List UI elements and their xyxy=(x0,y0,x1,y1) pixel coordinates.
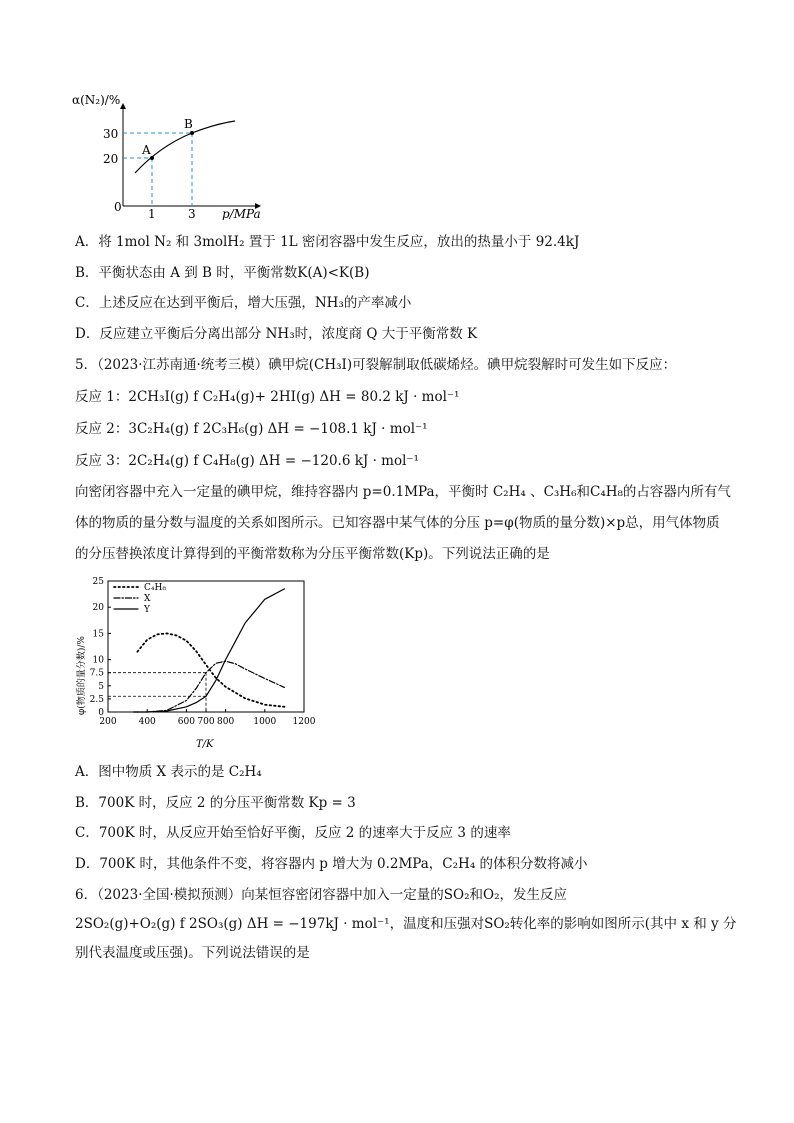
q5-reaction-1: 反应 1：2CH₃I(g) f C₂H₄(g)+ 2HI(g) ΔH = 80.2 kJ · mol⁻¹ xyxy=(75,389,460,405)
q4-option-b: B．平衡状态由 A 到 B 时，平衡常数K(A)<K(B) xyxy=(75,265,370,281)
q5-stem: 5．（2023·江苏南通·统考三模）碘甲烷(CH₃I)可裂解制取低碳烯烃。碘甲烷裂解时可发生如下反应： xyxy=(75,357,677,373)
chart2-xtick-label: 1200 xyxy=(292,717,316,727)
q5-option-a: A．图中物质 X 表示的是 C₂H₄ xyxy=(75,764,262,780)
chart2-series-line-2 xyxy=(134,589,285,712)
chart2-xtick-label: 200 xyxy=(99,717,117,727)
chart2-ytick-label: 7.5 xyxy=(89,668,104,679)
chart2-ytick-label: 25 xyxy=(92,577,104,587)
chart2-ytick-label: 15 xyxy=(92,629,104,640)
chart1-ytick-20: 20 xyxy=(103,152,119,166)
q5-paragraph-2: 体的物质的量分数与温度的关系如图所示。已知容器中某气体的分压 p=φ(物质的量分数)×p总，用气体物质 xyxy=(75,515,720,531)
chart2-ytick-label: 2.5 xyxy=(89,694,104,705)
chart1-ytick-30: 30 xyxy=(103,127,119,141)
chart2-ytick-label: 0 xyxy=(98,708,104,718)
chart1-origin: 0 xyxy=(114,200,122,214)
q6-tail: 别代表温度或压强)。下列说法错误的是 xyxy=(75,945,310,961)
q5-reaction-3: 反应 3：2C₂H₄(g) f C₄H₈(g) ΔH = −120.6 kJ · mol⁻¹ xyxy=(75,453,419,469)
chart1-xtick-3: 3 xyxy=(188,207,196,220)
q6-stem: 6．（2023·全国·模拟预测）向某恒容密闭容器中加入一定量的SO₂和O₂，发生反应 xyxy=(75,887,567,903)
chart2-plot-frame xyxy=(108,581,304,712)
chart1-label-b: B xyxy=(184,117,193,131)
q4-option-c: C．上述反应在达到平衡后，增大压强，NH₃的产率减小 xyxy=(75,295,412,311)
chart1-xlabel: p/MPa xyxy=(222,207,261,220)
q4-option-a: A．将 1mol N₂ 和 3molH₂ 置于 1L 密闭容器中发生反应，放出的热量小于 92.4kJ xyxy=(75,234,580,250)
chart2-xtick-label: 600 xyxy=(177,717,195,727)
q4-option-d: D．反应建立平衡后分离出部分 NH₃时，浓度商 Q 大于平衡常数 K xyxy=(75,326,478,342)
chart2-legend-label-1: X xyxy=(144,594,151,604)
chart2-xtick-label: 800 xyxy=(217,717,235,727)
chart2-legend-label-2: Y xyxy=(144,605,150,615)
chart2-legend-label-0: C₄H₈ xyxy=(144,583,166,593)
q6-equation: 2SO₂(g)+O₂(g) f 2SO₃(g) ΔH = −197kJ · mol⁻¹，温度和压强对SO₂转化率的影响如图所示(其中 x 和 y 分 xyxy=(75,916,737,932)
q5-reaction-2: 反应 2：3C₂H₄(g) f 2C₃H₆(g) ΔH = −108.1 kJ · mol⁻¹ xyxy=(75,421,428,437)
chart1-label-a: A xyxy=(142,143,151,157)
chart-alpha-n2-vs-p xyxy=(70,90,270,220)
chart2-series-line-0 xyxy=(137,633,284,706)
q5-option-c: C．700K 时，从反应开始至恰好平衡，反应 2 的速率大于反应 3 的速率 xyxy=(75,825,511,841)
q5-paragraph-3: 的分压替换浓度计算得到的平衡常数称为分压平衡常数(Kp)。下列说法正确的是 xyxy=(75,546,550,562)
q5-option-b: B．700K 时，反应 2 的分压平衡常数 Kp = 3 xyxy=(75,795,356,811)
q5-paragraph-1: 向密闭容器中充入一定量的碘甲烷，维持容器内 p=0.1MPa，平衡时 C₂H₄ 、C₃H₆和C₄H₈的占容器内所有气 xyxy=(75,484,731,500)
chart2-ytick-label: 5 xyxy=(98,681,104,692)
chart1-ylabel: α(N₂)/% xyxy=(72,93,121,107)
chart2-ytick-label: 20 xyxy=(92,603,104,614)
chart2-ylabel: φ(物质的量分数)/% xyxy=(77,636,87,715)
q5-option-d: D．700K 时，其他条件不变，将容器内 p 增大为 0.2MPa，C₂H₄ 的体积分数将减小 xyxy=(75,856,588,872)
chart-phi-vs-temperature xyxy=(72,575,332,755)
chart2-ytick-label: 10 xyxy=(92,655,104,666)
chart2-xtick-label: 400 xyxy=(138,717,156,727)
chart2-xtick-label: 700 xyxy=(197,717,215,727)
chart2-xtick-label: 1000 xyxy=(253,717,277,727)
chart1-xtick-1: 1 xyxy=(148,207,156,220)
chart2-xlabel: T/K xyxy=(196,739,214,750)
chart1-point-b xyxy=(190,131,194,135)
